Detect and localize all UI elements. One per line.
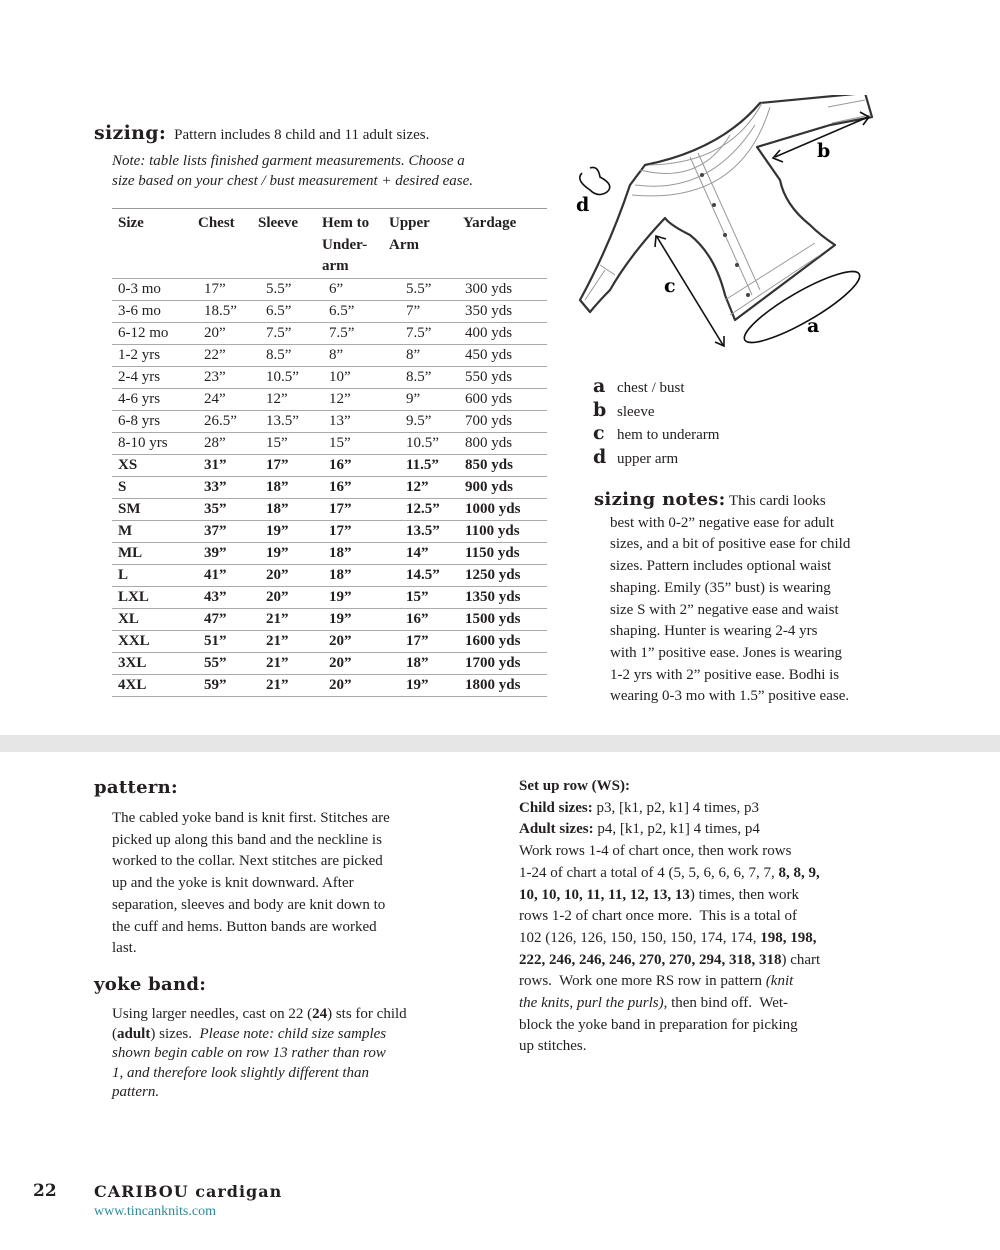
text-line: sizes, and a bit of positive ease for child: [610, 536, 851, 553]
cell-yardage: 300 yds: [463, 278, 547, 300]
cell-size: LXL: [112, 586, 198, 608]
legend-item: [593, 447, 719, 471]
cell-hem: 17”: [322, 498, 389, 520]
cell-hem: 17”: [322, 520, 389, 542]
diagram-label-a: a: [807, 315, 820, 337]
text-line: [112, 1064, 407, 1084]
cell-yardage: 600 yds: [463, 388, 547, 410]
cell-upper: 14”: [389, 542, 463, 564]
cell-hem: 6.5”: [322, 300, 389, 322]
text-segment: 1, and therefore look slightly different than: [112, 1064, 370, 1081]
cell-chest: 41”: [198, 564, 258, 586]
cell-sleeve: 19”: [258, 542, 322, 564]
cell-sleeve: 6.5”: [258, 300, 322, 322]
table-row: [112, 652, 547, 674]
text-segment: 24: [312, 1006, 328, 1022]
text-line: shaping. Hunter is wearing 2-4 yrs: [610, 623, 818, 640]
column-header-line: Upper: [389, 215, 430, 231]
text-segment: 10, 10, 10, 11, 11, 12, 13, 13: [519, 886, 690, 903]
text-segment: rows. Work one more RS row in pattern: [519, 973, 766, 990]
cell-yardage: 1800 yds: [463, 674, 547, 696]
cell-sleeve: 21”: [258, 652, 322, 674]
cell-upper: 19”: [389, 674, 463, 696]
cell-upper: 15”: [389, 586, 463, 608]
cell-sleeve: 13.5”: [258, 410, 322, 432]
cell-sleeve: 8.5”: [258, 344, 322, 366]
text-line: worked to the collar. Next stitches are picked: [112, 853, 383, 870]
text-segment: , then bind off. Wet-: [663, 995, 789, 1012]
text-line: 1-2 yrs with 2” positive ease. Bodhi is: [610, 666, 840, 683]
cell-chest: 28”: [198, 432, 258, 454]
column-header-line: Chest: [198, 215, 235, 231]
cell-hem: 18”: [322, 542, 389, 564]
text-line: [519, 841, 820, 863]
pattern-heading: pattern:: [94, 777, 178, 798]
text-line: [519, 1036, 820, 1058]
cell-size: 8-10 yrs: [112, 432, 198, 454]
cell-upper: 9.5”: [389, 410, 463, 432]
cell-size: 3-6 mo: [112, 300, 198, 322]
cell-hem: 16”: [322, 454, 389, 476]
text-segment: the knits, purl the purls): [519, 995, 664, 1012]
cell-size: XL: [112, 608, 198, 630]
cell-upper: 14.5”: [389, 564, 463, 586]
cell-chest: 59”: [198, 674, 258, 696]
yoke-band-heading: yoke band:: [94, 974, 207, 995]
cell-size: M: [112, 520, 198, 542]
cell-sleeve: 21”: [258, 674, 322, 696]
text-segment: up stitches.: [519, 1038, 587, 1055]
cell-chest: 47”: [198, 608, 258, 630]
text-line: [519, 906, 820, 928]
column-header: [198, 209, 258, 279]
cell-upper: 8.5”: [389, 366, 463, 388]
text-segment: block the yoke band in preparation for picking: [519, 1016, 798, 1033]
note-line: size based on your chest / bust measurement + desired ease.: [112, 173, 474, 189]
cell-chest: 51”: [198, 630, 258, 652]
legend-text: hem to underarm: [617, 427, 720, 443]
text-line: [112, 1044, 407, 1064]
text-line: [519, 971, 820, 993]
cell-upper: 10.5”: [389, 432, 463, 454]
cell-sleeve: 12”: [258, 388, 322, 410]
column-header: [463, 209, 547, 279]
cell-chest: 26.5”: [198, 410, 258, 432]
footer-title: CARIBOU cardigan: [94, 1182, 283, 1201]
cell-hem: 6”: [322, 278, 389, 300]
table-row: [112, 454, 547, 476]
text-line: [519, 1015, 820, 1037]
table-row: [112, 366, 547, 388]
cell-hem: 7.5”: [322, 322, 389, 344]
cell-size: XXL: [112, 630, 198, 652]
cell-size: 6-12 mo: [112, 322, 198, 344]
cell-hem: 12”: [322, 388, 389, 410]
cell-chest: 35”: [198, 498, 258, 520]
sizing-notes-first-line: This cardi looks: [729, 493, 826, 509]
cell-yardage: 800 yds: [463, 432, 547, 454]
cell-size: 1-2 yrs: [112, 344, 198, 366]
cell-chest: 20”: [198, 322, 258, 344]
cell-chest: 37”: [198, 520, 258, 542]
cell-upper: 17”: [389, 630, 463, 652]
cell-sleeve: 17”: [258, 454, 322, 476]
legend-text: sleeve: [617, 403, 655, 420]
legend-key: a: [593, 375, 606, 397]
text-line: separation, sleeves and body are knit down to: [112, 896, 386, 913]
table-row: [112, 344, 547, 366]
text-segment: Work rows 1-4 of chart once, then work rows: [519, 843, 792, 860]
text-segment: pattern.: [112, 1084, 160, 1100]
column-header: [258, 209, 322, 279]
cell-hem: 8”: [322, 344, 389, 366]
text-line: [519, 863, 820, 885]
text-segment: Please note: child size samples: [199, 1025, 387, 1042]
cell-hem: 15”: [322, 432, 389, 454]
cell-hem: 19”: [322, 586, 389, 608]
diagram-label-b: b: [817, 140, 831, 162]
table-row: [112, 476, 547, 498]
cell-yardage: 1500 yds: [463, 608, 547, 630]
sizing-intro: Pattern includes 8 child and 11 adult sizes.: [174, 127, 430, 143]
cell-size: 0-3 mo: [112, 278, 198, 300]
cell-upper: 13.5”: [389, 520, 463, 542]
text-segment: 198, 198,: [760, 929, 817, 946]
cell-yardage: 350 yds: [463, 300, 547, 322]
sizing-note: [112, 151, 473, 191]
text-line: the cuff and hems. Button bands are worked: [112, 918, 377, 935]
text-line: [519, 928, 820, 950]
table-row: [112, 542, 547, 564]
table-row: [112, 432, 547, 454]
cell-chest: 17”: [198, 278, 258, 300]
text-segment: ) sts for child: [327, 1006, 407, 1022]
cell-size: SM: [112, 498, 198, 520]
diagram-label-d: d: [576, 194, 590, 216]
cell-hem: 20”: [322, 652, 389, 674]
cardigan-diagram: [570, 95, 890, 360]
cell-size: XS: [112, 454, 198, 476]
column-header-line: Sleeve: [258, 215, 298, 231]
text-line: picked up along this band and the neckline is: [112, 831, 382, 848]
cell-yardage: 1350 yds: [463, 586, 547, 608]
text-line: [519, 885, 820, 907]
cell-hem: 16”: [322, 476, 389, 498]
text-segment: Using larger needles, cast on 22 (: [112, 1006, 313, 1022]
cell-hem: 20”: [322, 630, 389, 652]
cell-upper: 7”: [389, 300, 463, 322]
cell-size: 6-8 yrs: [112, 410, 198, 432]
cell-chest: 39”: [198, 542, 258, 564]
cell-hem: 10”: [322, 366, 389, 388]
cell-size: 3XL: [112, 652, 198, 674]
cell-upper: 16”: [389, 608, 463, 630]
cell-sleeve: 10.5”: [258, 366, 322, 388]
cell-yardage: 1250 yds: [463, 564, 547, 586]
cell-chest: 55”: [198, 652, 258, 674]
table-row: [112, 630, 547, 652]
cell-yardage: 1000 yds: [463, 498, 547, 520]
cell-sleeve: 19”: [258, 520, 322, 542]
text-segment: rows 1-2 of chart once more. This is a total of: [519, 908, 797, 925]
cell-size: ML: [112, 542, 198, 564]
cell-size: L: [112, 564, 198, 586]
diagram-legend: [593, 376, 719, 470]
cell-chest: 22”: [198, 344, 258, 366]
cell-sleeve: 7.5”: [258, 322, 322, 344]
legend-item: [593, 376, 719, 400]
cell-upper: 7.5”: [389, 322, 463, 344]
table-row: [112, 520, 547, 542]
cell-sleeve: 18”: [258, 476, 322, 498]
text-line: [519, 798, 820, 820]
cell-hem: 18”: [322, 564, 389, 586]
footer-url[interactable]: www.tincanknits.com: [94, 1204, 216, 1219]
text-line: The cabled yoke band is knit first. Stitches are: [112, 810, 390, 826]
cell-chest: 23”: [198, 366, 258, 388]
column-header: [389, 209, 463, 279]
cell-chest: 33”: [198, 476, 258, 498]
text-segment: 102 (126, 126, 150, 150, 150, 174, 174,: [519, 929, 761, 946]
legend-item: [593, 400, 719, 424]
column-header: [112, 209, 198, 279]
cell-hem: 13”: [322, 410, 389, 432]
cell-yardage: 450 yds: [463, 344, 547, 366]
cell-size: S: [112, 476, 198, 498]
text-line: shaping. Emily (35” bust) is wearing: [610, 579, 831, 596]
table-row: [112, 608, 547, 630]
cell-yardage: 400 yds: [463, 322, 547, 344]
sizing-section: [94, 122, 429, 147]
cell-yardage: 900 yds: [463, 476, 547, 498]
text-line: with 1” positive ease. Jones is wearing: [610, 644, 843, 661]
sizing-notes: [594, 489, 850, 708]
text-line: up and the yoke is knit downward. After: [112, 875, 354, 892]
text-segment: (: [112, 1025, 117, 1042]
column-header-line: Size: [118, 215, 144, 231]
text-segment: p3, [k1, p2, k1] 4 times, p3: [592, 799, 760, 816]
cell-chest: 43”: [198, 586, 258, 608]
cell-chest: 18.5”: [198, 300, 258, 322]
cell-size: 4-6 yrs: [112, 388, 198, 410]
text-line: [112, 1025, 407, 1045]
legend-text: upper arm: [617, 450, 679, 467]
legend-key: c: [593, 422, 605, 444]
diagram-label-c: c: [664, 275, 676, 297]
legend-item: [593, 423, 719, 447]
text-segment: 222, 246, 246, 246, 270, 270, 294, 318, 318: [519, 951, 782, 968]
cell-sleeve: 20”: [258, 564, 322, 586]
text-segment: adult: [117, 1025, 151, 1042]
table-row: [112, 278, 547, 300]
text-line: [519, 993, 820, 1015]
column-header-line: Under-: [322, 236, 368, 253]
table-row: [112, 300, 547, 322]
text-line: [112, 1083, 407, 1103]
cell-yardage: 1100 yds: [463, 520, 547, 542]
cell-yardage: 1600 yds: [463, 630, 547, 652]
cell-upper: 12.5”: [389, 498, 463, 520]
cell-yardage: 550 yds: [463, 366, 547, 388]
text-line: last.: [112, 940, 137, 957]
text-line: [112, 1005, 407, 1025]
cell-sleeve: 15”: [258, 432, 322, 454]
cell-yardage: 700 yds: [463, 410, 547, 432]
table-row: [112, 410, 547, 432]
text-segment: Child sizes:: [519, 799, 593, 816]
cell-upper: 8”: [389, 344, 463, 366]
cell-sleeve: 5.5”: [258, 278, 322, 300]
cell-size: 4XL: [112, 674, 198, 696]
cell-upper: 9”: [389, 388, 463, 410]
table-row: [112, 322, 547, 344]
legend-key: b: [593, 398, 607, 421]
text-segment: ) sizes.: [150, 1025, 200, 1042]
text-segment: ) chart: [781, 951, 821, 968]
column-header-line: Arm: [389, 236, 419, 253]
legend-text: chest / bust: [617, 380, 685, 396]
text-segment: (knit: [765, 973, 794, 990]
cell-sleeve: 21”: [258, 630, 322, 652]
sizing-table: [112, 208, 547, 697]
text-line: best with 0-2” negative ease for adult: [610, 514, 835, 531]
page-number: 22: [33, 1181, 57, 1201]
text-segment: 1-24 of chart a total of 4 (5, 5, 6, 6, 6, 7, 7,: [519, 864, 779, 881]
cell-size: 2-4 yrs: [112, 366, 198, 388]
text-line: [519, 950, 820, 972]
cell-hem: 20”: [322, 674, 389, 696]
cell-chest: 31”: [198, 454, 258, 476]
text-segment: Set up row (WS):: [519, 778, 630, 794]
cell-sleeve: 21”: [258, 608, 322, 630]
text-line: sizes. Pattern includes optional waist: [610, 558, 832, 575]
table-row: [112, 498, 547, 520]
table-row: [112, 388, 547, 410]
column-header-line: Hem to: [322, 215, 370, 231]
text-segment: Adult sizes:: [519, 821, 594, 838]
cell-upper: 12”: [389, 476, 463, 498]
column-header-line: Yardage: [463, 215, 517, 231]
table-header-row: [112, 209, 547, 279]
cell-hem: 19”: [322, 608, 389, 630]
table-row: [112, 674, 547, 696]
cell-yardage: 850 yds: [463, 454, 547, 476]
sizing-notes-heading: sizing notes:: [594, 489, 726, 510]
cell-sleeve: 20”: [258, 586, 322, 608]
sizing-heading: sizing:: [94, 122, 167, 144]
text-line: [519, 776, 820, 798]
text-segment: p4, [k1, p2, k1] 4 times, p4: [593, 821, 760, 838]
cell-upper: 18”: [389, 652, 463, 674]
cell-sleeve: 18”: [258, 498, 322, 520]
table-row: [112, 564, 547, 586]
text-segment: ) times, then work: [689, 886, 800, 903]
text-segment: 8, 8, 9,: [778, 864, 820, 881]
table-row: [112, 586, 547, 608]
text-segment: shown begin cable on row 13 rather than row: [112, 1045, 386, 1061]
legend-key: d: [593, 445, 607, 468]
cell-yardage: 1150 yds: [463, 542, 547, 564]
text-line: size S with 2” negative ease and waist: [610, 601, 839, 618]
cell-upper: 11.5”: [389, 454, 463, 476]
cell-upper: 5.5”: [389, 278, 463, 300]
cell-chest: 24”: [198, 388, 258, 410]
note-line: Note: table lists finished garment measurements. Choose a: [112, 153, 465, 169]
column-header: [322, 209, 389, 279]
text-line: wearing 0-3 mo with 1.5” positive ease.: [610, 688, 850, 705]
cell-yardage: 1700 yds: [463, 652, 547, 674]
section-divider: [0, 735, 1000, 752]
text-line: [519, 819, 820, 841]
column-header-line: arm: [322, 258, 349, 274]
